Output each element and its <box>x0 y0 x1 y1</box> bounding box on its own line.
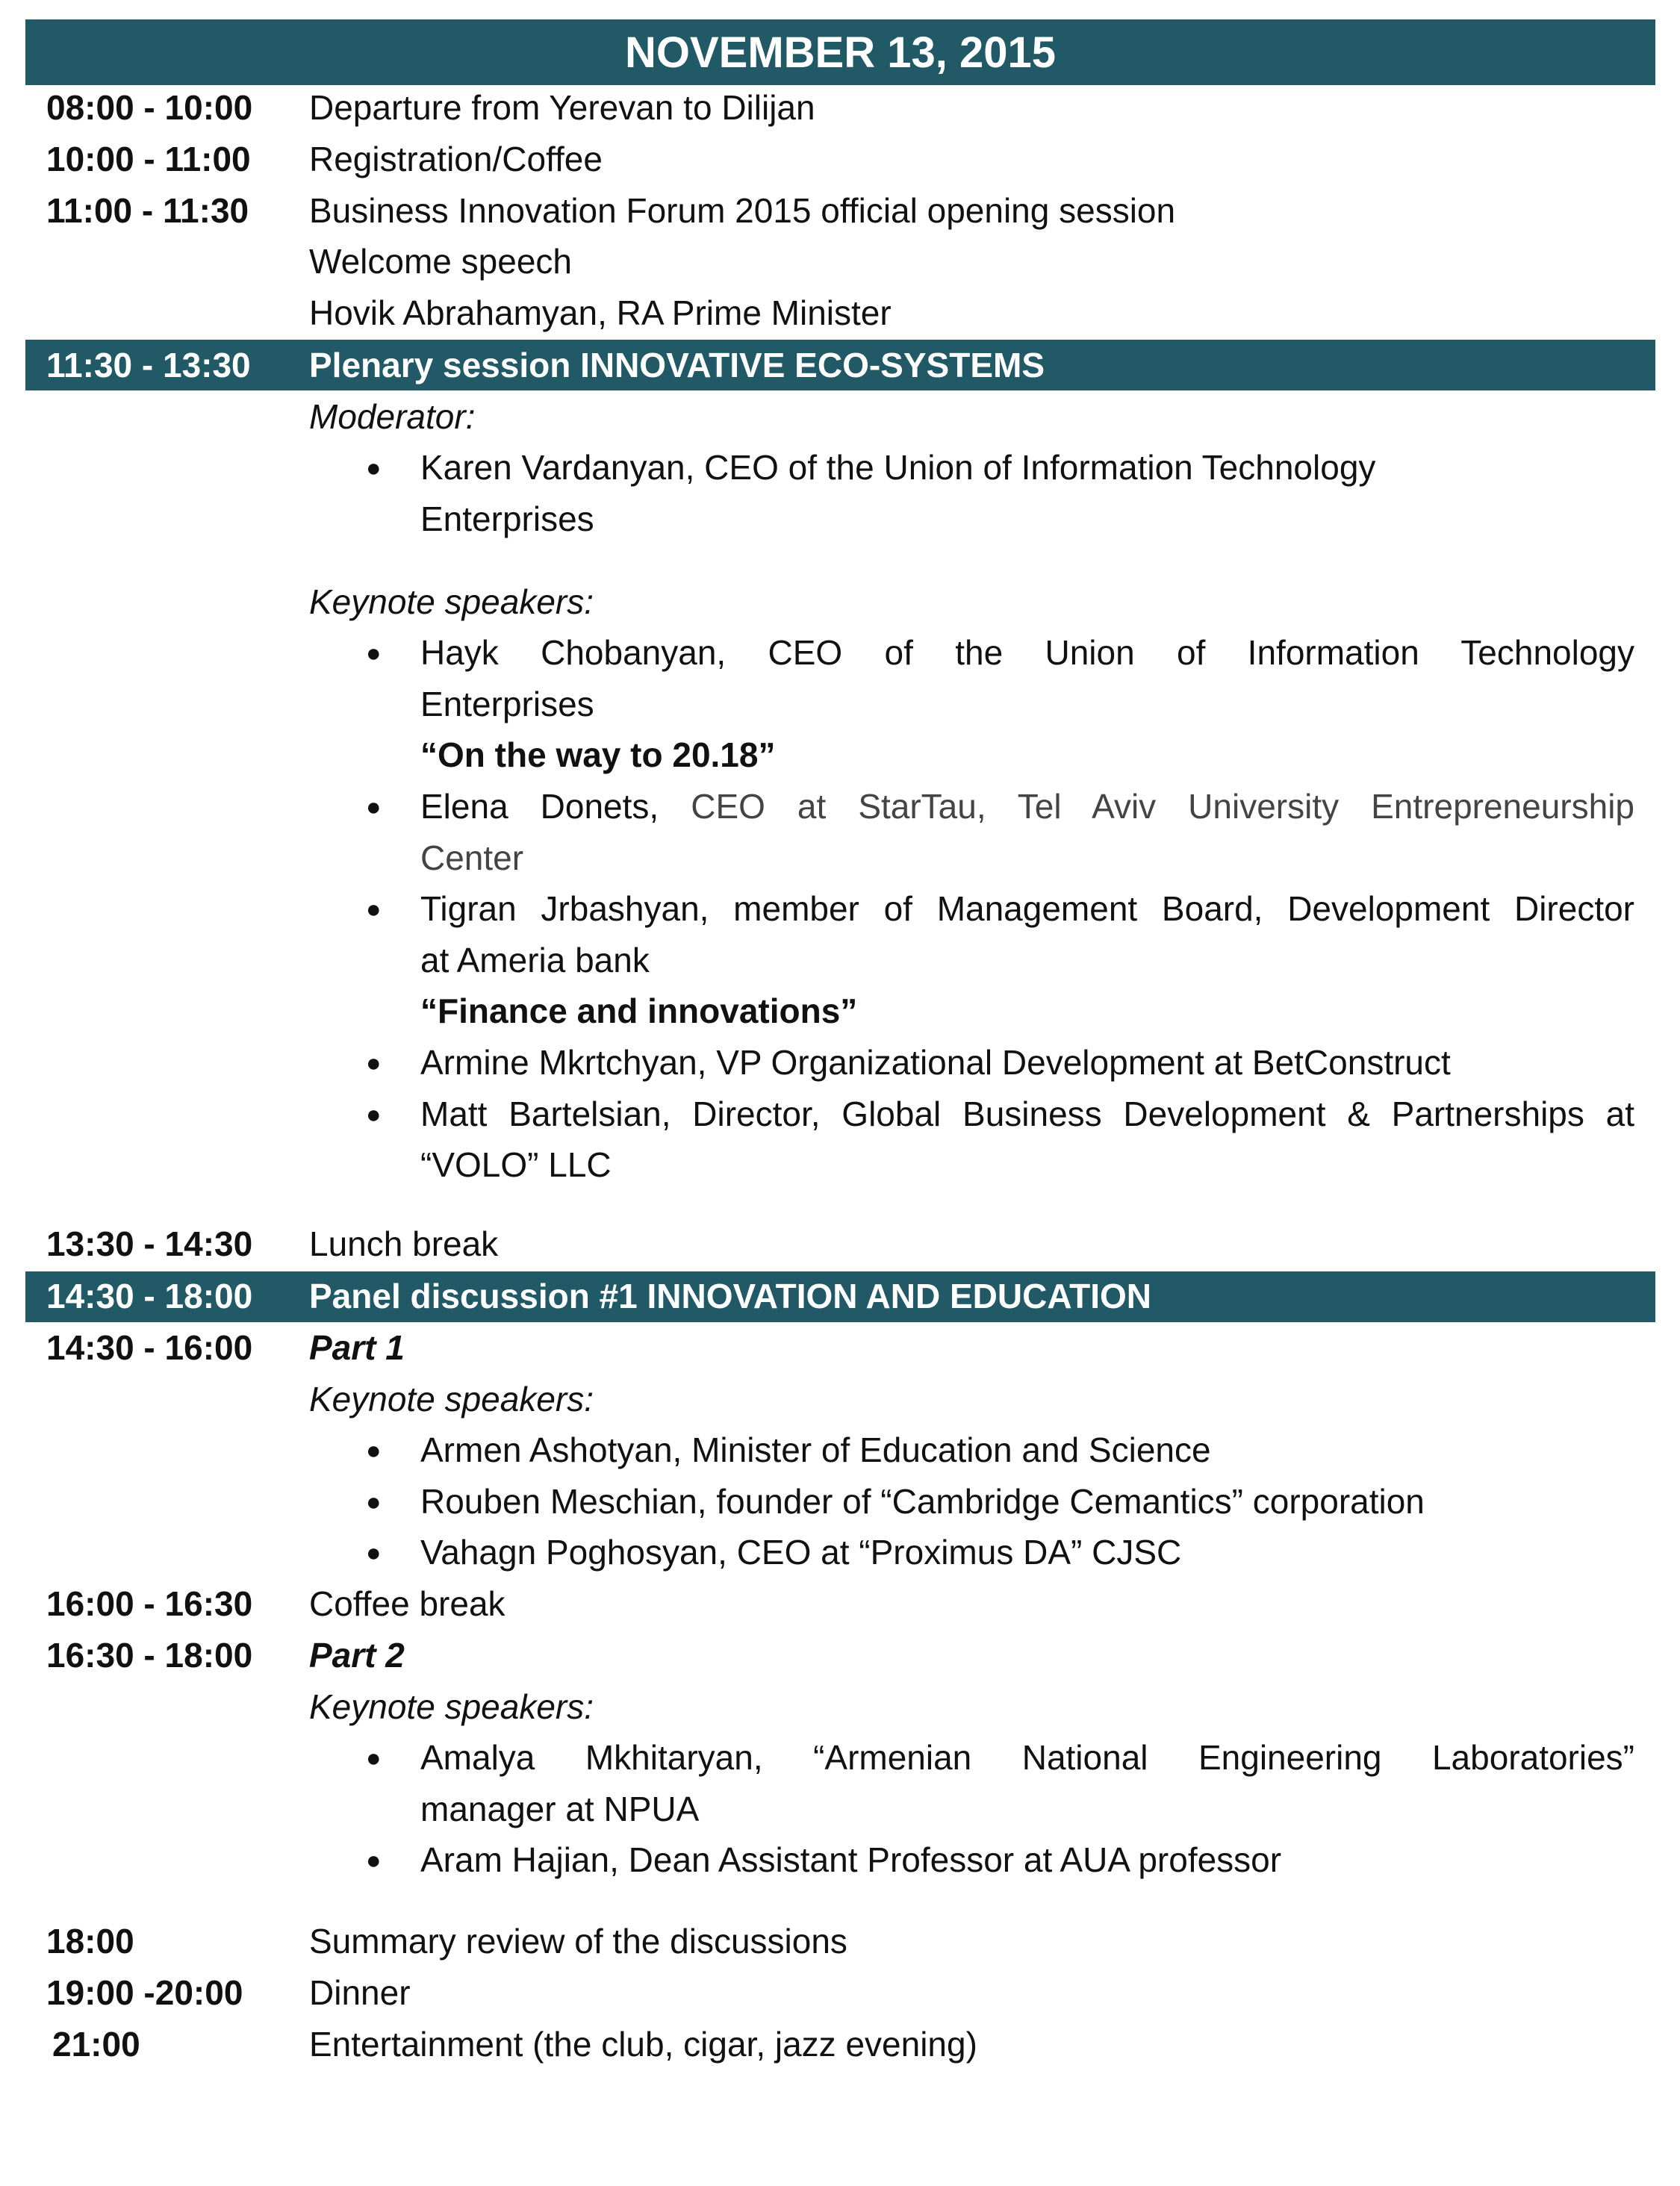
time-r6: 14:30 - 18:00 <box>46 1277 253 1315</box>
time-r4: 11:30 - 13:30 <box>46 346 251 384</box>
part1-speaker-1: Armen Ashotyan, Minister of Education and Science <box>420 1430 1211 1469</box>
keynote-label: Keynote speakers: <box>309 582 594 621</box>
bullet: ● <box>366 454 382 482</box>
part2-speaker-2: Aram Hajian, Dean Assistant Professor at AUA professor <box>420 1840 1282 1879</box>
time-r5: 13:30 - 14:30 <box>46 1224 253 1263</box>
text-r5: Lunch break <box>309 1224 499 1263</box>
bullet: ● <box>366 1539 382 1567</box>
moderator-line2: Enterprises <box>420 499 594 538</box>
text-r4: Plenary session INNOVATIVE ECO-SYSTEMS <box>309 346 1045 384</box>
date-title: NOVEMBER 13, 2015 <box>624 28 1057 77</box>
time-r3: 11:00 - 11:30 <box>46 191 249 230</box>
time-r1: 08:00 - 10:00 <box>46 88 253 127</box>
text-r6: Panel discussion #1 INNOVATION AND EDUCATION <box>309 1277 1152 1315</box>
time-r10: 18:00 <box>46 1922 134 1961</box>
speaker-2-role: CEO at StarTau, Tel Aviv University Entrepreneurship <box>691 787 1634 826</box>
speaker-1-line1: Hayk Chobanyan, CEO of the Union of Information Technology <box>420 633 1634 672</box>
text-r3-speaker: Hovik Abrahamyan, RA Prime Minister <box>309 293 892 332</box>
bullet: ● <box>366 1846 382 1875</box>
bullet: ● <box>366 895 382 924</box>
part2-speaker-1-line2: manager at NPUA <box>420 1790 700 1828</box>
text-r10: Summary review of the discussions <box>309 1922 847 1961</box>
speaker-3-line1: Tigran Jrbashyan, member of Management Board, Development Director <box>420 889 1634 928</box>
text-r12: Entertainment (the club, cigar, jazz evening) <box>309 2025 977 2064</box>
time-r8: 16:00 - 16:30 <box>46 1584 253 1623</box>
moderator-label: Moderator: <box>309 397 476 436</box>
time-r11: 19:00 -20:00 <box>46 1973 243 2012</box>
speaker-5-line1: Matt Bartelsian, Director, Global Business Development & Partnerships at <box>420 1094 1634 1133</box>
bullet: ● <box>366 639 382 667</box>
text-r7: Part 1 <box>309 1328 405 1367</box>
speaker-5-line2: “VOLO” LLC <box>420 1145 612 1184</box>
bullet: ● <box>366 1436 382 1465</box>
speaker-2-line1 <box>420 787 1634 826</box>
part1-keynote-label: Keynote speakers: <box>309 1380 594 1419</box>
speaker-3-line2: at Ameria bank <box>420 941 650 980</box>
text-r8: Coffee break <box>309 1584 505 1623</box>
time-r9: 16:30 - 18:00 <box>46 1636 253 1675</box>
speaker-2-name: Elena Donets, <box>420 787 659 826</box>
time-r7: 14:30 - 16:00 <box>46 1328 253 1367</box>
text-r9: Part 2 <box>309 1636 405 1675</box>
speaker-4-line1: Armine Mkrtchyan, VP Organizational Development at BetConstruct <box>420 1043 1451 1082</box>
speaker-3-talk: “Finance and innovations” <box>420 991 858 1030</box>
bullet: ● <box>366 793 382 821</box>
text-r3-welcome: Welcome speech <box>309 242 572 281</box>
part2-speaker-1-line1: Amalya Mkhitaryan, “Armenian National Engineering Laboratories” <box>420 1738 1634 1777</box>
moderator-line1: Karen Vardanyan, CEO of the Union of Information Technology <box>420 448 1376 487</box>
time-r2: 10:00 - 11:00 <box>46 140 251 178</box>
bullet: ● <box>366 1744 382 1772</box>
speaker-1-talk: “On the way to 20.18” <box>420 735 776 774</box>
bullet: ● <box>366 1100 382 1129</box>
text-r2: Registration/Coffee <box>309 140 603 178</box>
bullet: ● <box>366 1049 382 1077</box>
text-r1: Departure from Yerevan to Dilijan <box>309 88 815 127</box>
part1-speaker-2: Rouben Meschian, founder of “Cambridge Cemantics” corporation <box>420 1482 1425 1521</box>
part2-keynote-label: Keynote speakers: <box>309 1687 594 1726</box>
date-header <box>25 19 1655 85</box>
speaker-2-line2: Center <box>420 838 524 877</box>
text-r3: Business Innovation Forum 2015 official opening session <box>309 191 1176 230</box>
time-r12: 21:00 <box>52 2025 140 2064</box>
speaker-1-line2: Enterprises <box>420 685 594 723</box>
bullet: ● <box>366 1488 382 1516</box>
text-r11: Dinner <box>309 1973 411 2012</box>
part1-speaker-3: Vahagn Poghosyan, CEO at “Proximus DA” CJSC <box>420 1533 1182 1572</box>
